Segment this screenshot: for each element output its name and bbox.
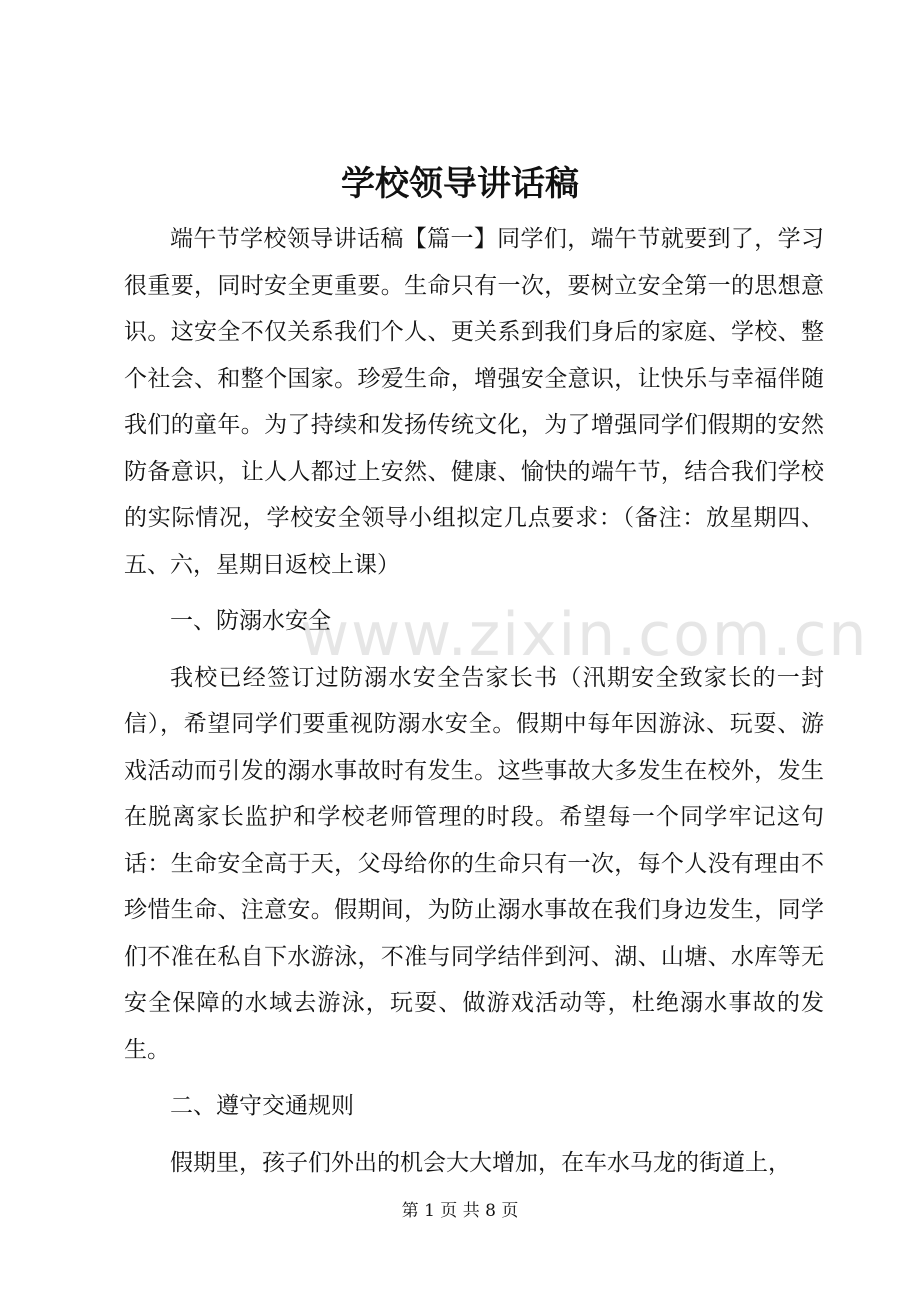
watermark: www.zixin.com.cn bbox=[300, 600, 869, 670]
section-heading-1: 一、防溺水安全 bbox=[170, 608, 331, 634]
paragraph-intro: 端午节学校领导讲话稿【篇一】同学们，端午节就要到了，学习很重要，同时安全更重要。生命只有一次，要树立安全第一的思想意识。这安全不仅关系我们个人、更关系到我们身后的家庭、学校、整个社会、和整个国家。珍爱生命，增强安全意识，让快乐与幸福伴随我们的童年。为了持续和发扬传统文化，为了增强同学们假期的安然防备意识，让人人都过上安然、健康、愉快的端午节，结合我们学校的实际情况，学校安全领导小组拟定几点要求：（备注：放星期四、五、六，星期日返校上课） bbox=[124, 226, 824, 578]
paragraph-drowning: 我校已经签订过防溺水安全告家长书（汛期安全致家长的一封信），希望同学们要重视防溺水安全。假期中每年因游泳、玩耍、游戏活动而引发的溺水事故时有发生。这些事故大多发生在校外，发生在脱离家长监护和学校老师管理的时段。希望每一个同学牢记这句话：生命安全高于天，父母给你的生命只有一次，每个人没有理由不珍惜生命、注意安。假期间，为防止溺水事故在我们身边发生，同学们不准在私自下水游泳，不准与同学结伴到河、湖、山塘、水库等无安全保障的水域去游泳，玩耍、做游戏活动等，杜绝溺水事故的发生。 bbox=[124, 664, 824, 1063]
paragraph-traffic: 假期里，孩子们外出的机会大大增加，在车水马龙的街道上， bbox=[170, 1149, 791, 1176]
document-body bbox=[124, 216, 824, 1186]
section-heading-2: 二、遵守交通规则 bbox=[170, 1093, 354, 1119]
document-title: 学校领导讲话稿 bbox=[341, 164, 579, 204]
page-footer: 第 1 页 共 8 页 bbox=[401, 1201, 519, 1221]
